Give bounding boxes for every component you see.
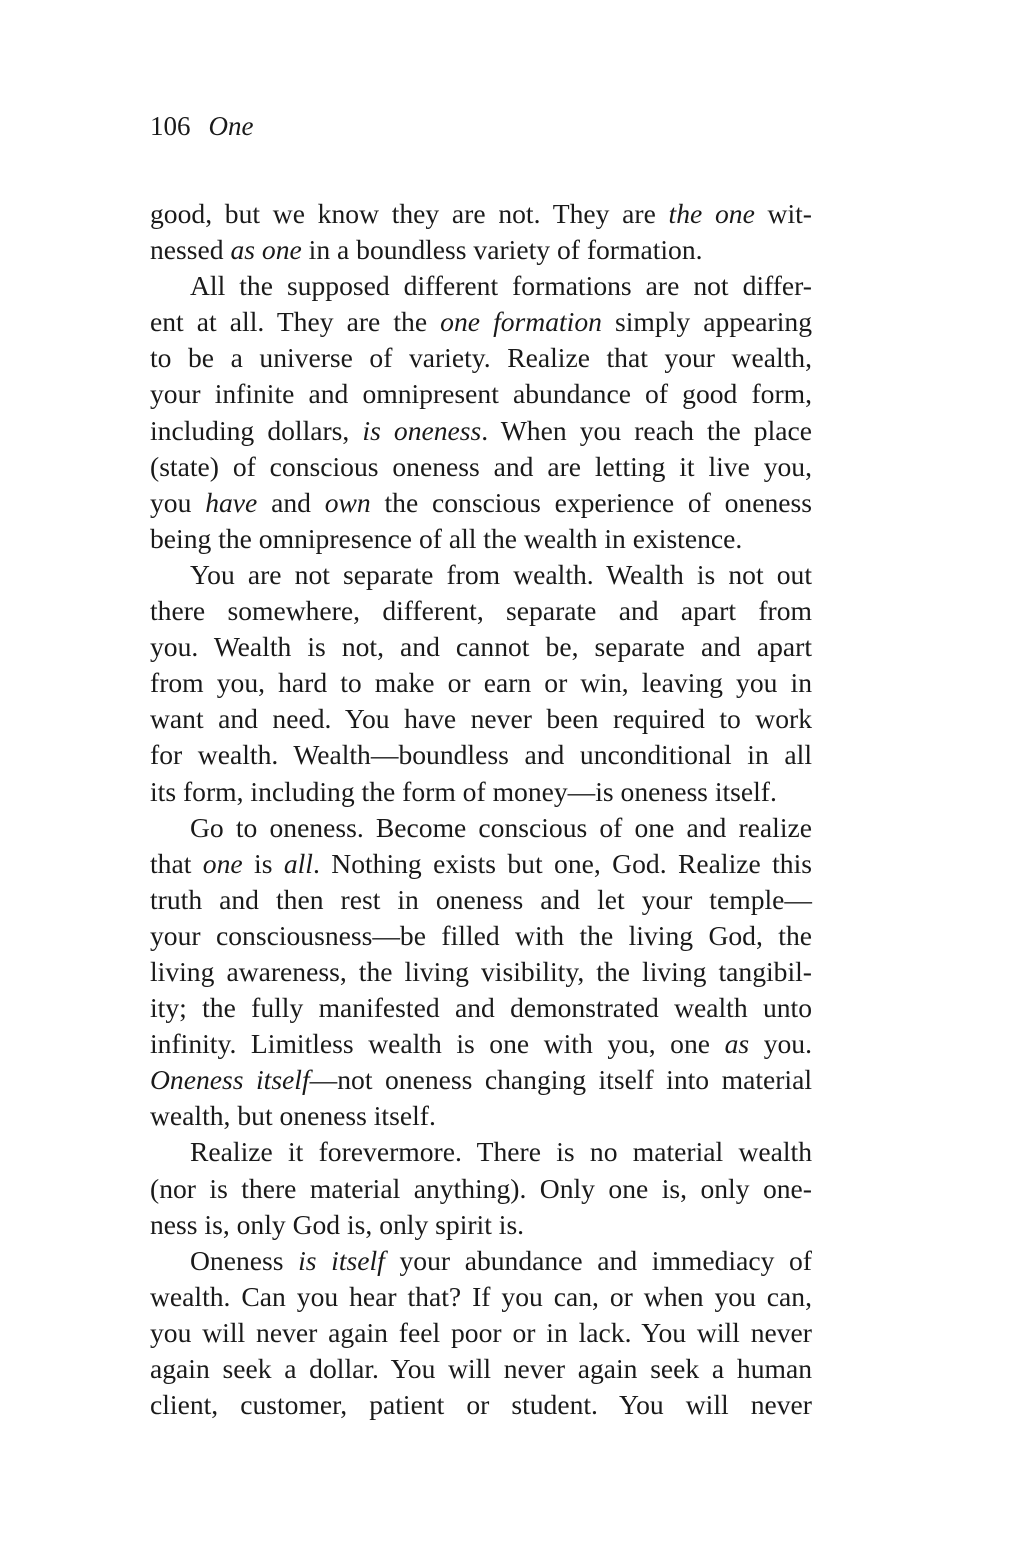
text-span: client, customer, patient or student. You will never	[150, 1389, 812, 1421]
text-span: its form, including the form of money—is oneness itself.	[150, 775, 777, 807]
paragraph	[150, 1243, 812, 1423]
text-line	[150, 810, 812, 846]
text-span: from you, hard to make or earn or win, leaving you in	[150, 667, 812, 699]
text-span: Go to oneness. Become conscious of one and realize	[190, 811, 812, 843]
text-line	[150, 1171, 812, 1207]
text-line	[150, 1315, 812, 1351]
text-span: your consciousness—be filled with the living God, the	[150, 919, 812, 951]
text-line	[150, 1351, 812, 1387]
text-span: again seek a dollar. You will never again seek a human	[150, 1353, 812, 1384]
text-span: you will never again feel poor or in lack. You will never	[150, 1316, 812, 1348]
running-head	[150, 108, 253, 144]
text-span: living awareness, the living visibility, the living tangibil-	[150, 955, 812, 987]
text-span: that	[150, 847, 203, 879]
italic-span: one formation	[440, 306, 602, 338]
text-span: your infinite and omnipresent abundance of good form,	[150, 378, 812, 410]
text-span: you. Wealth is not, and cannot be, separate and apart	[150, 631, 812, 663]
text-line	[150, 701, 812, 737]
text-span: and	[257, 486, 325, 518]
text-span: Oneness	[190, 1244, 299, 1276]
italic-span: Oneness itself	[150, 1064, 310, 1096]
text-line	[150, 918, 812, 954]
text-line	[150, 1134, 812, 1170]
text-span: All the supposed different formations are not differ-	[190, 270, 812, 302]
text-line	[150, 521, 812, 557]
paragraph	[150, 810, 812, 1135]
text-span: wealth. Can you hear that? If you can, or when you can,	[150, 1280, 812, 1312]
text-line	[150, 1243, 812, 1279]
text-span: good, but we know they are not. They are	[150, 198, 669, 229]
text-line	[150, 196, 812, 232]
page-number: 106	[150, 111, 191, 141]
text-span: . Nothing exists but one, God. Realize this	[312, 847, 812, 879]
paragraph	[150, 557, 812, 810]
text-span: infinity. Limitless wealth is one with you, one	[150, 1028, 725, 1060]
text-line	[150, 557, 812, 593]
italic-span: have	[205, 486, 258, 518]
paragraph	[150, 196, 812, 268]
text-span: ent at all. They are the	[150, 306, 441, 338]
text-line	[150, 340, 812, 376]
text-span: your abundance and immediacy of	[384, 1244, 812, 1276]
paragraph	[150, 1134, 812, 1242]
text-span: nessed	[150, 234, 231, 266]
italic-span: as	[724, 1028, 750, 1060]
text-line	[150, 1279, 812, 1315]
text-span: simply appearing	[601, 306, 813, 338]
text-span: wit-	[754, 198, 812, 229]
text-line	[150, 737, 812, 773]
text-line	[150, 376, 812, 412]
text-line	[150, 485, 812, 521]
italic-span: all	[283, 847, 313, 879]
paragraph	[150, 268, 812, 557]
text-line	[150, 593, 812, 629]
text-span: Realize it forevermore. There is no material wealth	[190, 1136, 812, 1168]
text-span: —not oneness changing itself into material	[309, 1064, 812, 1096]
text-span: (nor is there material anything). Only one is, only one-	[150, 1172, 812, 1204]
italic-span: the one	[668, 198, 755, 229]
text-line	[150, 1207, 812, 1243]
text-span: . When you reach the place	[481, 414, 813, 446]
text-line	[150, 774, 812, 810]
text-line	[150, 304, 812, 340]
italic-span: is itself	[298, 1244, 385, 1276]
text-span: there somewhere, different, separate and apart from	[150, 595, 812, 627]
text-span: ity; the fully manifested and demonstrated wealth unto	[150, 992, 812, 1024]
text-line	[150, 268, 812, 304]
text-line	[150, 449, 812, 485]
text-span: you.	[749, 1028, 812, 1060]
text-span: in a boundless variety of formation.	[301, 234, 703, 266]
text-span: the conscious experience of oneness	[370, 486, 812, 518]
text-span: truth and then rest in oneness and let your temple—	[150, 883, 812, 915]
text-line	[150, 882, 812, 918]
italic-span: as one	[230, 234, 302, 266]
text-line	[150, 846, 812, 882]
text-span: wealth, but oneness itself.	[150, 1100, 436, 1132]
text-line	[150, 1098, 812, 1134]
italic-span: own	[324, 486, 371, 518]
running-title: One	[208, 111, 254, 141]
text-span: to be a universe of variety. Realize that your wealth,	[150, 342, 812, 374]
text-span: you	[150, 486, 206, 518]
text-span: (state) of conscious oneness and are letting it live you,	[150, 450, 812, 482]
text-span: ness is, only God is, only spirit is.	[150, 1208, 525, 1240]
text-span: You are not separate from wealth. Wealth is not out	[190, 558, 812, 590]
text-line	[150, 954, 812, 990]
text-line	[150, 1387, 812, 1423]
italic-span: is oneness	[362, 414, 482, 446]
text-line	[150, 232, 812, 268]
text-line	[150, 1026, 812, 1062]
text-span: for wealth. Wealth—boundless and unconditional in all	[150, 739, 812, 771]
text-span: being the omnipresence of all the wealth in existence.	[150, 522, 743, 554]
text-span: want and need. You have never been required to work	[150, 703, 812, 735]
body-text	[150, 196, 812, 1423]
text-span: including dollars,	[150, 414, 363, 446]
text-span: is	[242, 847, 284, 879]
text-line	[150, 629, 812, 665]
text-line	[150, 1062, 812, 1098]
italic-span: one	[202, 847, 243, 879]
text-line	[150, 665, 812, 701]
text-line	[150, 413, 812, 449]
text-line	[150, 990, 812, 1026]
